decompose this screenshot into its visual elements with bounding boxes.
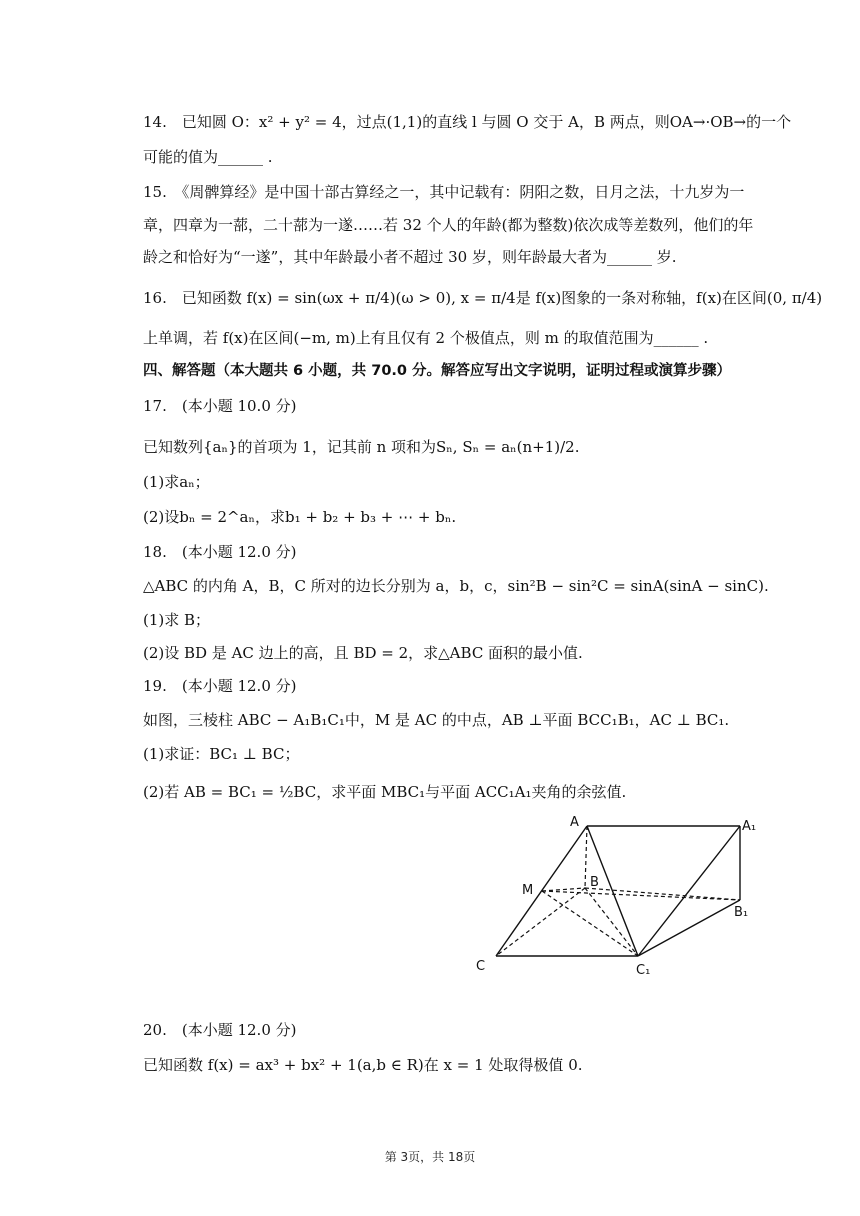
line-16a: 16. 已知函数 f(x) = sin(ωx + π/4)(ω > 0), x = π/4是 f(x)图象的一条对称轴，f(x)在区间(0, π/4) (143, 289, 823, 307)
label-m: M (522, 883, 534, 898)
line-15c: 龄之和恰好为“一遂”，其中年龄最小者不超过 30 岁，则年龄最大者为______ 岁. (143, 248, 677, 266)
line-14a: 14. 已知圆 O：x² + y² = 4，过点(1,1)的直线 l 与圆 O 交于 A，B 两点，则OA→·OB→的一个 (143, 113, 792, 131)
problem-20-stem: 已知函数 f(x) = ax³ + bx² + 1(a,b ∈ R)在 x = 1 处取得极值 0. (143, 1056, 583, 1074)
label-c1: C₁ (636, 963, 651, 978)
edge-m-c1 (542, 891, 638, 956)
problem-19-part2: (2)若 AB = BC₁ = ½BC，求平面 MBC₁与平面 ACC₁A₁夹角的余弦值. (143, 783, 627, 801)
problem-20-header: 20. (本小题 12.0 分) (143, 1021, 297, 1039)
label-a: A (570, 815, 579, 830)
problem-19-header: 19. (本小题 12.0 分) (143, 677, 297, 695)
line-14b: 可能的值为______ . (143, 148, 273, 166)
problem-17-stem: 已知数列{aₙ}的首项为 1，记其前 n 项和为Sₙ, Sₙ = aₙ(n+1)/2. (143, 438, 580, 456)
line-15b: 章，四章为一蔀，二十蔀为一遂……若 32 个人的年龄(都为整数)依次成等差数列，他们的年 (143, 216, 754, 234)
problem-18-part1: (1)求 B； (143, 611, 211, 629)
line-16b: 上单调，若 f(x)在区间(−m, m)上有且仅有 2 个极值点，则 m 的取值范围为______ . (143, 329, 709, 347)
line-15a: 15. 《周髀算经》是中国十部古算经之一，其中记载有：阴阳之数，日月之法，十九岁为一 (143, 183, 745, 201)
problem-18-part2: (2)设 BD 是 AC 边上的高，且 BD = 2，求△ABC 面积的最小值. (143, 644, 583, 662)
problem-19-part1: (1)求证：BC₁ ⊥ BC； (143, 745, 300, 763)
problem-19-stem: 如图，三棱柱 ABC − A₁B₁C₁中，M 是 AC 的中点，AB ⊥平面 BCC₁B₁，AC ⊥ BC₁. (143, 711, 730, 729)
problem-17-part1: (1)求aₙ； (143, 473, 210, 491)
page-footer: 第 3页，共 18页 (384, 1150, 476, 1164)
problem-18-header: 18. (本小题 12.0 分) (143, 543, 297, 561)
label-b: B (590, 875, 599, 890)
label-c: C (476, 959, 486, 974)
problem-17-part2: (2)设bₙ = 2^aₙ，求b₁ + b₂ + b₃ + ⋯ + bₙ. (143, 508, 457, 526)
edge-c1-b1 (638, 900, 740, 956)
edge-b-c (496, 888, 585, 956)
label-b1: B₁ (734, 905, 749, 920)
prism-figure (470, 810, 760, 980)
edge-a-b (585, 826, 587, 888)
edge-m-b (542, 888, 585, 891)
edge-a1-c1 (638, 826, 740, 956)
problem-17-header: 17. (本小题 10.0 分) (143, 397, 297, 415)
section-heading: 四、解答题（本大题共 6 小题，共 70.0 分。解答应写出文字说明，证明过程或演算步骤） (143, 363, 732, 379)
edge-a-c (496, 826, 587, 956)
label-a1: A₁ (742, 819, 757, 834)
problem-18-stem: △ABC 的内角 A，B，C 所对的边长分别为 a，b，c，sin²B − sin²C = sinA(sinA − sinC). (143, 577, 769, 595)
edge-b-c1 (585, 888, 638, 956)
